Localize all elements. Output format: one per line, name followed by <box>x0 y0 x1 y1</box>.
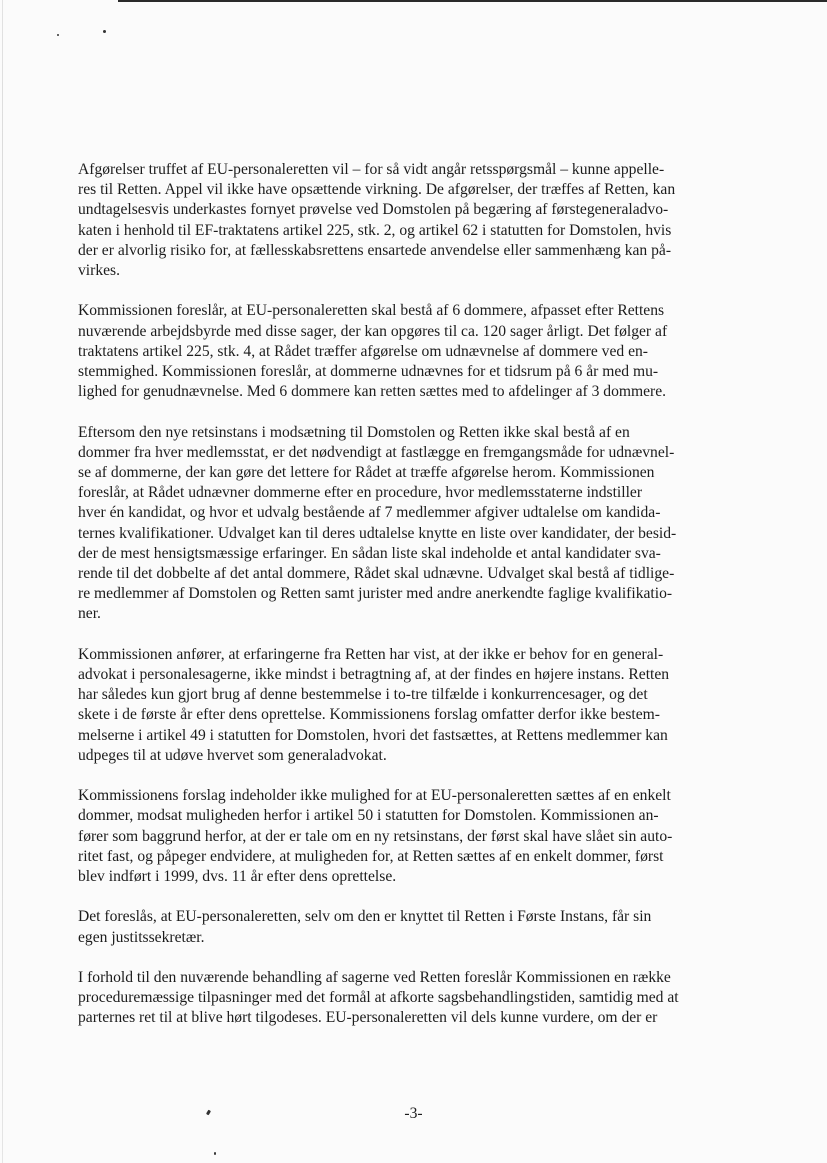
text-line: advokat i personalesagerne, ikke mindst i betragtning af, at der findes en højere instans. Retten <box>78 666 670 684</box>
text-line: Kommissionen anfører, at erfaringerne fra Retten har vist, at der ikke er behov for en general- <box>78 645 664 663</box>
scan-speck <box>57 34 59 36</box>
paragraph <box>78 907 750 947</box>
text-line: Det foreslås, at EU-personaleretten, selv om den er knyttet til Retten i Første Instans, får sin <box>78 908 652 926</box>
text-line: traktatens artikel 225, stk. 4, at Rådet træffer afgørelse om udnævnelse af dommere ved en- <box>78 342 649 360</box>
text-line: Kommissionens forslag indeholder ikke mulighed for at EU-personaleretten sættes af en enkelt <box>78 787 671 805</box>
text-line: parternes ret til at blive hørt tilgodeses. EU-personaleretten vil dels kunne vurdere, om der er <box>78 1009 658 1027</box>
document-body <box>78 160 750 1049</box>
text-line: der de mest hensigtsmæssige erfaringer. En sådan liste skal indeholde et antal kandidater sva- <box>78 544 661 562</box>
text-line: lighed for genudnævnelse. Med 6 dommere kan retten sættes med to afdelinger af 3 dommere. <box>78 383 667 401</box>
page-number: -3- <box>404 1105 423 1122</box>
text-line: se af dommerne, der kan gøre det lettere for Rådet at træffe afgørelse herom. Kommissionen <box>78 464 655 482</box>
text-line: proceduremæssige tilpasninger med det formål at afkorte sagsbehandlingstiden, samtidig med at <box>78 989 679 1007</box>
text-line: har således kun gjort brug af denne bestemmelse i to-tre tilfælde i konkurrencesager, og det <box>78 686 648 704</box>
paragraph <box>78 423 750 625</box>
scan-speck <box>103 30 106 33</box>
text-line: foreslår, at Rådet udnævner dommerne efter en procedure, hvor medlemsstaterne indstiller <box>78 484 643 502</box>
text-line: ner. <box>78 605 101 623</box>
text-line: res til Retten. Appel vil ikke have opsættende virkning. De afgørelser, der træffes af Retten, kan <box>78 181 676 199</box>
text-line: stemmighed. Kommissionen foreslår, at dommerne udnævnes for et tidsrum på 6 år med mu- <box>78 363 659 381</box>
text-line: udpeges til at udøve hvervet som generaladvokat. <box>78 746 387 764</box>
text-line: fører som baggrund herfor, at der er tale om en ny retsinstans, der først skal have slået sin auto- <box>78 827 673 845</box>
text-line: dommer fra hver medlemsstat, er det nødvendigt at fastlægge en fremgangsmåde for udnævnel- <box>78 443 675 461</box>
text-line: Eftersom den nye retsinstans i modsætning til Domstolen og Retten ikke skal bestå af en <box>78 423 630 441</box>
text-line: I forhold til den nuværende behandling af sagerne ved Retten foreslår Kommissionen en række <box>78 969 671 987</box>
text-line: hver én kandidat, og hvor et udvalg bestående af 7 medlemmer afgiver udtalelse om kandida- <box>78 504 661 522</box>
scan-speck <box>214 1152 216 1155</box>
text-line: katen i henhold til EF-traktatens artikel 225, stk. 2, og artikel 62 i statutten for Domstolen, hvis <box>78 221 672 239</box>
text-line: blev indført i 1999, dvs. 11 år efter dens oprettelse. <box>78 868 397 886</box>
text-line: rende til det dobbelte af det antal dommere, Rådet skal udnævne. Udvalget skal bestå af tidlige- <box>78 565 675 583</box>
paragraph <box>78 160 750 281</box>
paragraph <box>78 301 750 402</box>
text-line: nuværende arbejdsbyrde med disse sager, der kan opgøres til ca. 120 sager årligt. Det følger af <box>78 322 668 340</box>
text-line: melserne i artikel 49 i statutten for Domstolen, hvori det fastsættes, at Rettens medlemmer kan <box>78 726 668 744</box>
text-line: egen justitssekretær. <box>78 928 205 946</box>
scan-left-edge <box>2 0 3 1163</box>
paragraph <box>78 645 750 766</box>
text-line: ritet fast, og påpeger endvidere, at muligheden for, at Retten sættes af en enkelt dommer, først <box>78 847 664 865</box>
text-line: Afgørelser truffet af EU-personaleretten vil – for så vidt angår retsspørgsmål – kunne appelle- <box>78 161 665 178</box>
top-border-line <box>118 0 827 2</box>
text-line: skete i de første år efter dens oprettelse. Kommissionens forslag omfatter derfor ikke bestem- <box>78 706 660 724</box>
text-line: re medlemmer af Domstolen og Retten samt jurister med andre anerkendte faglige kvalifikatio- <box>78 585 673 603</box>
text-line: virkes. <box>78 262 121 280</box>
text-line: der er alvorlig risiko for, at fællesskabsrettens ensartede anvendelse eller sammenhæng kan på- <box>78 241 672 259</box>
paragraph <box>78 968 750 1029</box>
text-line: ternes kvalifikationer. Udvalget kan til deres udtalelse knytte en liste over kandidater, der besid- <box>78 524 677 542</box>
text-line: undtagelsesvis underkastes fornyet prøvelse ved Domstolen på begæring af førstegeneraladvo- <box>78 201 669 219</box>
text-line: Kommissionen foreslår, at EU-personaleretten skal bestå af 6 dommere, afpasset efter Rettens <box>78 302 665 320</box>
text-line: dommer, modsat muligheden herfor i artikel 50 i statutten for Domstolen. Kommissionen an- <box>78 807 659 825</box>
paragraph <box>78 786 750 887</box>
